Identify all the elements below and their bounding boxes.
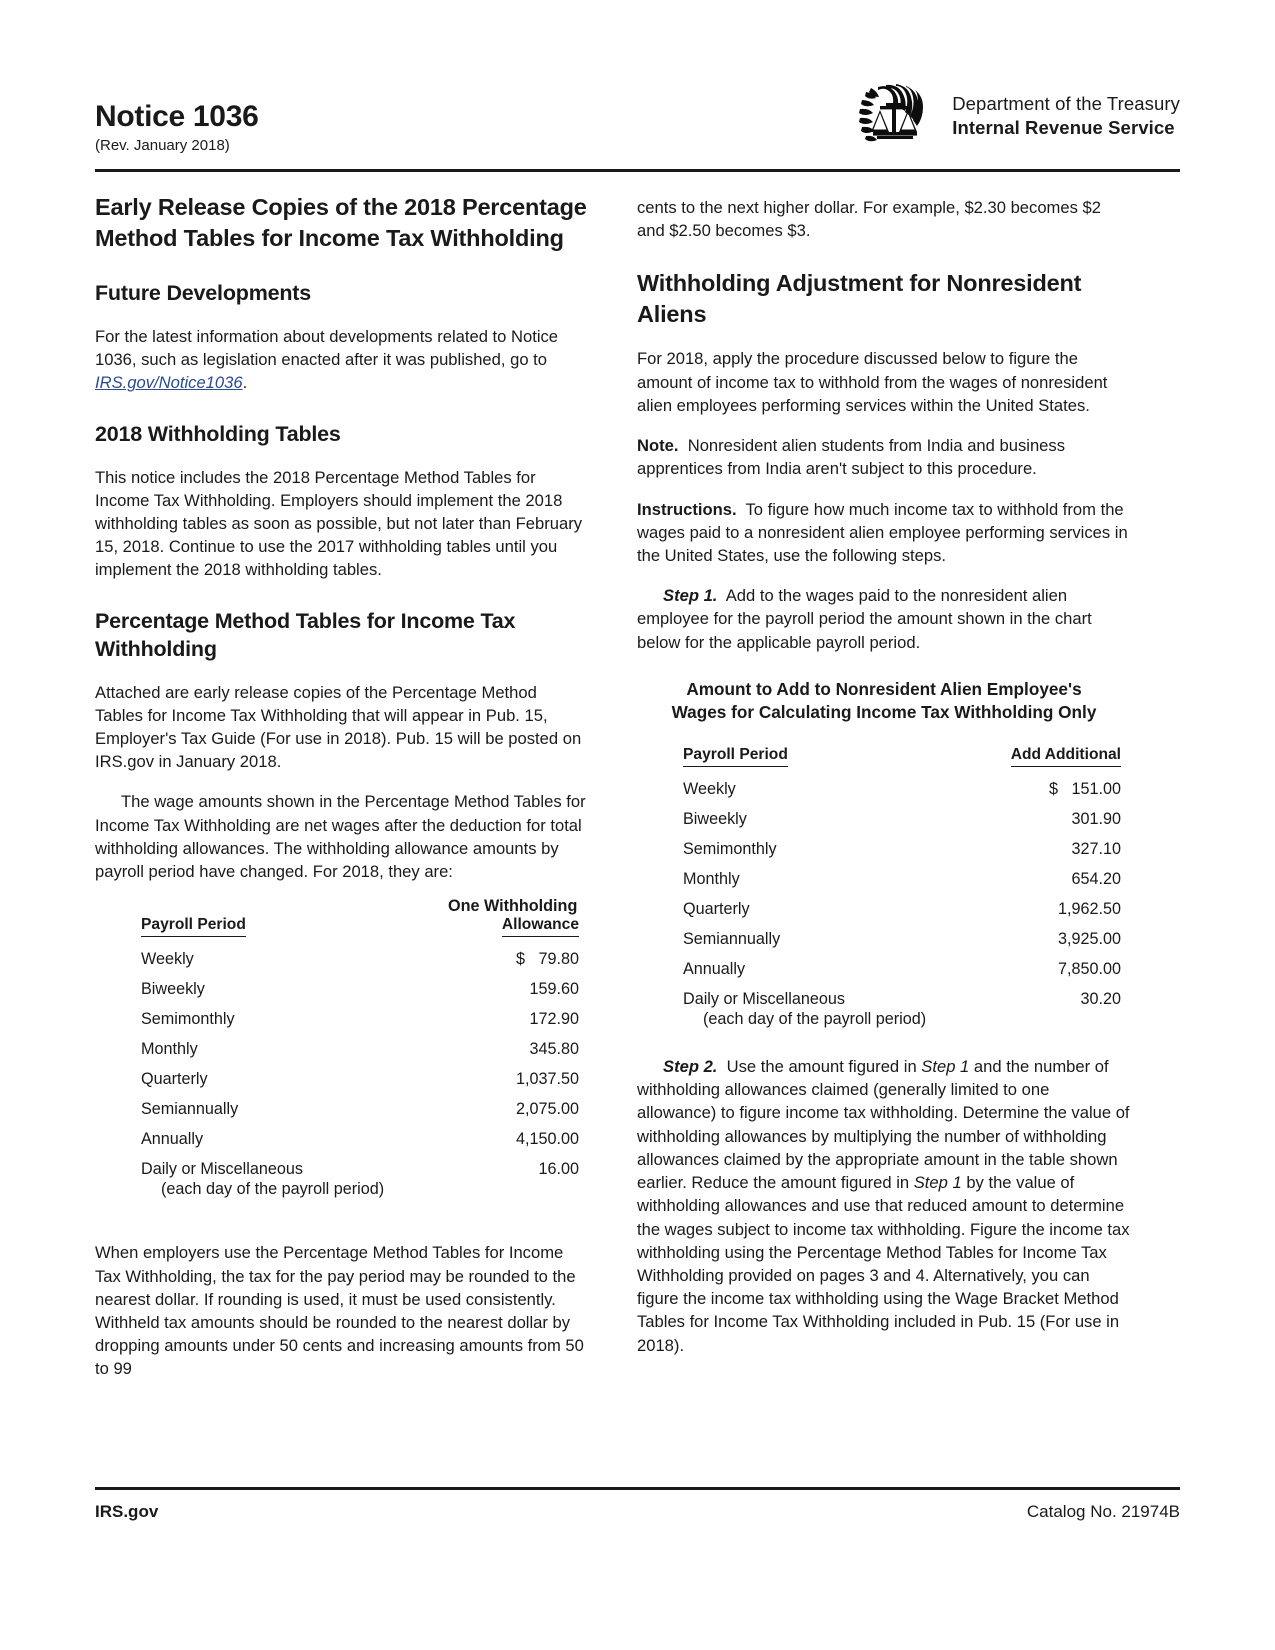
table-row: Semimonthly 327.10 <box>683 839 1121 858</box>
paragraph-rounding: When employers use the Percentage Method Tables for Income Tax Withholding, the tax for the pay period may be rounded to the nearest dollar. If rounding is used, it must be used consistently. Withheld tax amounts should be rounded to the nearest dollar by dropping amounts under 50 cents and increasing amounts from 50 to 99 <box>95 1243 584 1379</box>
irs-eagle-scales-seal-icon <box>856 82 934 150</box>
table-row: Monthly 345.80 <box>141 1040 579 1059</box>
paragraph-percentage-method: Attached are early release copies of the Percentage Method Tables for Income Tax Withholding that will appear in Pub. 15, Employer's Tax Guide (For use in 2018). Pub. 15 will be posted on IRS.gov in January 2018. <box>95 682 582 772</box>
department-label: Department of the Treasury <box>952 93 1180 115</box>
table-row: Biweekly 159.60 <box>141 980 579 999</box>
table-row: Annually 7,850.00 <box>683 959 1121 978</box>
paragraph-note <box>637 434 1131 480</box>
table-row: Daily or Miscellaneous 16.00 <box>141 1160 579 1179</box>
step2-part1: Use the amount figured in <box>726 1056 922 1076</box>
heading-nonresident-aliens: Withholding Adjustment for Nonresident Aliens <box>637 270 1082 328</box>
instructions-label: Instructions. <box>637 499 737 519</box>
table-row: Quarterly 1,962.50 <box>683 899 1121 918</box>
heading-percentage-method-tables: Percentage Method Tables for Income Tax Withholding <box>95 608 516 661</box>
step2-emphasis-1: Step 1 <box>921 1056 970 1076</box>
footer-catalog-number: Catalog No. 21974B <box>1026 1502 1180 1521</box>
table-row: Annually 4,150.00 <box>141 1130 579 1149</box>
table-row: Biweekly 301.90 <box>683 809 1121 828</box>
note-label: Note. <box>637 436 679 456</box>
left-column <box>95 192 589 1381</box>
nra-table-title: Amount to Add to Nonresident Alien Employee's Wages for Calculating Income Tax Withholding Only <box>671 678 1097 722</box>
step2-label: Step 2. <box>663 1056 718 1076</box>
agency-label: Internal Revenue Service <box>952 117 1175 138</box>
withholding-allowance-table <box>95 897 589 1199</box>
table-row-subnote: (each day of the payroll period) <box>161 1180 385 1199</box>
paragraph-withholding-tables: This notice includes the 2018 Percentage Method Tables for Income Tax Withholding. Employers should implement the 2018 withholding tables as soon as possible, but not later than February 15, 2018. Continue to use the 2017 withholding tables until you implement the 2018 withholding tables. <box>95 467 583 580</box>
paragraph-wage-amounts: The wage amounts shown in the Percentage Method Tables for Income Tax Withholding are net wages after the deduction for total withholding allowances. The withholding allowance amounts by payroll period have changed. For 2018, they are: <box>95 792 586 882</box>
table-row: Monthly 654.20 <box>683 869 1121 888</box>
allowance-col2-header-line2: Allowance <box>436 916 589 939</box>
step1-label: Step 1. <box>663 586 718 606</box>
nra-table-body <box>637 769 1131 1029</box>
irs-notice1036-link[interactable]: IRS.gov/Notice1036 <box>95 373 243 393</box>
right-column <box>637 192 1131 1381</box>
table-row: Semiannually 3,925.00 <box>683 929 1121 948</box>
nra-col2-header: Add Additional <box>986 746 1131 769</box>
two-column-body <box>95 192 1180 1381</box>
table-row: Weekly $ 79.80 <box>141 950 579 969</box>
step2-part2: and the number of withholding allowances claimed (generally limited to one allowance) to figure income tax withholding. Determine the value of withholding allowances by multiplying the number of withholding allowances claimed by the appropriate amount in the table shown earlier. Reduce the amount figured in <box>637 1056 1130 1193</box>
main-heading: Early Release Copies of the 2018 Percentage Method Tables for Income Tax Withholding <box>95 194 587 252</box>
agency-identification <box>952 92 1180 139</box>
revision-date: (Rev. January 2018) <box>95 136 230 154</box>
note-text: Nonresident alien students from India and business apprentices from India aren't subject to this procedure. <box>637 436 1065 479</box>
allowance-table-header-top <box>95 897 589 916</box>
paragraph-rounding-continued: cents to the next higher dollar. For example, $2.30 becomes $2 and $2.50 becomes $3. <box>637 198 1101 241</box>
future-dev-text-after: . <box>242 373 248 393</box>
page-footer <box>95 1487 1180 1522</box>
header-right <box>856 82 1180 156</box>
page-header <box>95 0 1180 156</box>
allowance-table-body <box>95 939 589 1199</box>
footer-site-label: IRS.gov <box>95 1502 159 1521</box>
nra-table-head <box>637 746 1131 769</box>
step2-part3: by the value of withholding allowances and use that reduced amount to determine the wages subject to income tax withholding. Figure the income tax withholding using the Percentage Method Tables for Income Tax Withholding provided on pages 3 and 4. Alternatively, you can figure the income tax withholding using the Wage Bracket Method Tables for Income Tax Withholding included in Pub. 15 (For use in 2018). <box>637 1173 1130 1355</box>
allowance-col2-header-line1: One Withholding <box>448 897 578 916</box>
instructions-text: To figure how much income tax to withhold from the wages paid to a nonresident alien employee performing services in the United States, use the following steps. <box>637 499 1128 565</box>
paragraph-step2 <box>637 1055 1131 1357</box>
header-divider <box>95 169 1180 172</box>
table-row-subnote: (each day of the payroll period) <box>703 1009 927 1028</box>
footer-divider <box>95 1487 1180 1490</box>
table-row: Daily or Miscellaneous 30.20 <box>683 989 1121 1008</box>
footer-row <box>95 1502 1180 1522</box>
future-dev-text-before: For the latest information about developments related to Notice 1036, such as legislation enacted after it was published, go to <box>95 326 559 370</box>
allowance-col1-header: Payroll Period <box>95 916 436 939</box>
table-row: Weekly $ 151.00 <box>683 779 1121 798</box>
paragraph-step1 <box>637 584 1131 654</box>
header-left <box>95 101 258 156</box>
page-title: Notice 1036 <box>95 100 259 134</box>
step2-emphasis-2: Step 1 <box>913 1173 962 1193</box>
nra-table-header-row <box>637 746 1131 769</box>
allowance-table-header-row <box>95 916 589 939</box>
step1-text: Add to the wages paid to the nonresident alien employee for the payroll period the amount shown in the chart below for the applicable payroll period. <box>637 586 1092 652</box>
paragraph-instructions <box>637 498 1131 568</box>
heading-2018-withholding-tables: 2018 Withholding Tables <box>95 421 341 446</box>
heading-future-developments: Future Developments <box>95 281 312 306</box>
table-row: Quarterly 1,037.50 <box>141 1070 579 1089</box>
paragraph-nra-intro: For 2018, apply the procedure discussed below to figure the amount of income tax to withhold from the wages of nonresident alien employees performing services within the United States. <box>637 349 1108 415</box>
allowance-table-head <box>95 897 589 939</box>
paragraph-future-developments <box>95 325 589 395</box>
table-row: Semimonthly 172.90 <box>141 1010 579 1029</box>
nra-col1-header: Payroll Period <box>637 746 986 769</box>
nra-additional-amount-table <box>637 746 1131 1029</box>
table-row: Semiannually 2,075.00 <box>141 1100 579 1119</box>
